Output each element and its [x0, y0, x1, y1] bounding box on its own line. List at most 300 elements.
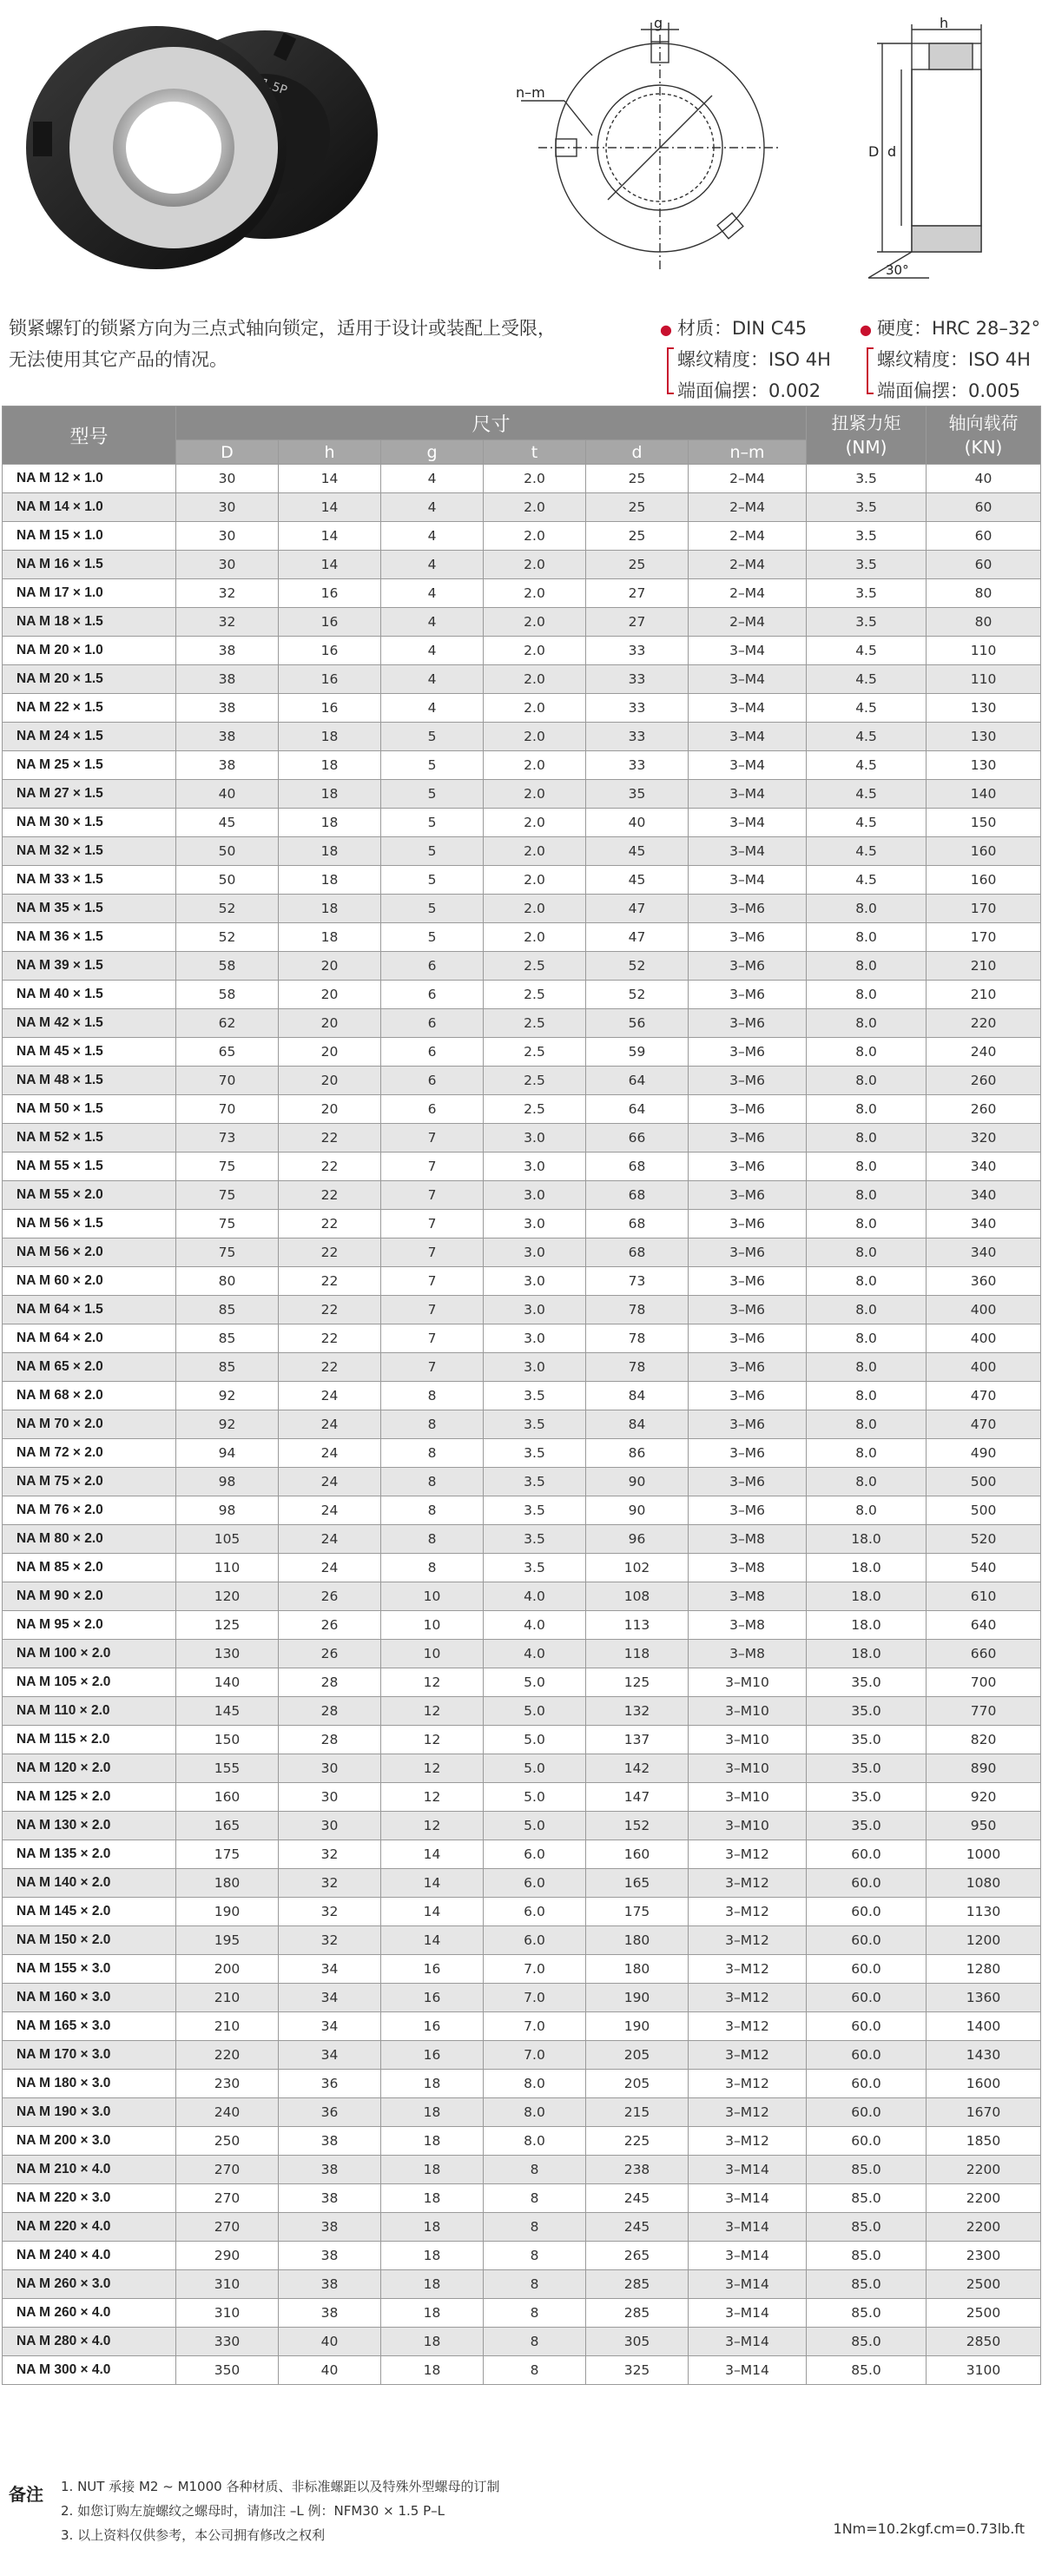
value-cell: 4.5: [807, 723, 927, 751]
value-cell: 4.0: [484, 1640, 586, 1668]
value-cell: 260: [927, 1067, 1041, 1095]
value-cell: 8: [484, 2328, 586, 2356]
value-cell: 3.5: [484, 1525, 586, 1554]
value-cell: 130: [927, 723, 1041, 751]
model-cell: NA M 300 × 4.0: [3, 2356, 176, 2385]
model-cell: NA M 33 × 1.5: [3, 866, 176, 895]
table-row: [3, 1410, 1041, 1439]
value-cell: 3.0: [484, 1124, 586, 1153]
value-cell: 5.0: [484, 1668, 586, 1697]
value-cell: 1600: [927, 2070, 1041, 2098]
value-cell: 3.0: [484, 1210, 586, 1238]
table-row: [3, 1324, 1041, 1353]
value-cell: 3–M14: [689, 2356, 807, 2385]
value-cell: 38: [279, 2127, 381, 2156]
value-cell: 35.0: [807, 1754, 927, 1783]
value-cell: 28: [279, 1668, 381, 1697]
value-cell: 30: [279, 1812, 381, 1840]
value-cell: 18: [381, 2299, 484, 2328]
value-cell: 210: [927, 981, 1041, 1009]
value-cell: 3.0: [484, 1153, 586, 1181]
value-cell: 165: [176, 1812, 279, 1840]
value-cell: 7: [381, 1153, 484, 1181]
value-cell: 85.0: [807, 2356, 927, 2385]
subheader-cell: t: [484, 440, 586, 465]
value-cell: 770: [927, 1697, 1041, 1726]
value-cell: 118: [586, 1640, 689, 1668]
table-row: [3, 1296, 1041, 1324]
value-cell: 85.0: [807, 2270, 927, 2299]
value-cell: 64: [586, 1067, 689, 1095]
value-cell: 52: [176, 895, 279, 923]
spec-runout-left: 端面偏摆：0.002: [677, 380, 821, 401]
value-cell: 2.5: [484, 1095, 586, 1124]
model-cell: NA M 56 × 1.5: [3, 1210, 176, 1238]
value-cell: 610: [927, 1582, 1041, 1611]
model-cell: NA M 75 × 2.0: [3, 1468, 176, 1496]
value-cell: 8.0: [484, 2070, 586, 2098]
model-cell: NA M 24 × 1.5: [3, 723, 176, 751]
value-cell: 8: [484, 2270, 586, 2299]
value-cell: 3.0: [484, 1324, 586, 1353]
value-cell: 60.0: [807, 2098, 927, 2127]
table-row: [3, 1525, 1041, 1554]
value-cell: 20: [279, 1038, 381, 1067]
value-cell: 16: [279, 694, 381, 723]
value-cell: 4: [381, 551, 484, 579]
value-cell: 2.0: [484, 579, 586, 608]
value-cell: 3.5: [484, 1439, 586, 1468]
value-cell: 52: [586, 981, 689, 1009]
value-cell: 8.0: [807, 1238, 927, 1267]
value-cell: 27: [586, 608, 689, 637]
value-cell: 340: [927, 1210, 1041, 1238]
value-cell: 8.0: [484, 2098, 586, 2127]
model-cell: NA M 240 × 4.0: [3, 2242, 176, 2270]
model-cell: NA M 68 × 2.0: [3, 1382, 176, 1410]
value-cell: 30: [176, 465, 279, 493]
value-cell: 16: [279, 665, 381, 694]
value-cell: 8.0: [484, 2127, 586, 2156]
value-cell: 38: [176, 723, 279, 751]
header-load-line2: (KN): [964, 437, 1003, 458]
value-cell: 4.5: [807, 809, 927, 837]
value-cell: 60.0: [807, 2012, 927, 2041]
value-cell: 3–M4: [689, 694, 807, 723]
table-row: [3, 1640, 1041, 1668]
value-cell: 58: [176, 952, 279, 981]
value-cell: 8.0: [807, 981, 927, 1009]
value-cell: 30: [176, 493, 279, 522]
value-cell: 45: [586, 866, 689, 895]
value-cell: 3–M12: [689, 1926, 807, 1955]
value-cell: 85.0: [807, 2156, 927, 2184]
value-cell: 4: [381, 694, 484, 723]
value-cell: 96: [586, 1525, 689, 1554]
table-row: [3, 923, 1041, 952]
value-cell: 78: [586, 1353, 689, 1382]
value-cell: 18: [381, 2213, 484, 2242]
value-cell: 24: [279, 1496, 381, 1525]
value-cell: 4: [381, 637, 484, 665]
value-cell: 8.0: [807, 1181, 927, 1210]
value-cell: 33: [586, 694, 689, 723]
table-row: [3, 1009, 1041, 1038]
value-cell: 285: [586, 2299, 689, 2328]
value-cell: 190: [586, 1984, 689, 2012]
value-cell: 7: [381, 1296, 484, 1324]
value-cell: 3–M8: [689, 1525, 807, 1554]
table-row: [3, 2156, 1041, 2184]
model-cell: NA M 105 × 2.0: [3, 1668, 176, 1697]
value-cell: 2.0: [484, 522, 586, 551]
value-cell: 90: [586, 1496, 689, 1525]
table-row: [3, 1926, 1041, 1955]
value-cell: 24: [279, 1554, 381, 1582]
value-cell: 5: [381, 895, 484, 923]
value-cell: 8.0: [807, 1038, 927, 1067]
value-cell: 47: [586, 923, 689, 952]
value-cell: 40: [927, 465, 1041, 493]
value-cell: 2.0: [484, 751, 586, 780]
value-cell: 2.5: [484, 1038, 586, 1067]
value-cell: 2.0: [484, 551, 586, 579]
value-cell: 60.0: [807, 2041, 927, 2070]
value-cell: 6: [381, 1095, 484, 1124]
value-cell: 8: [381, 1496, 484, 1525]
value-cell: 26: [279, 1611, 381, 1640]
value-cell: 3–M6: [689, 1267, 807, 1296]
value-cell: 85.0: [807, 2213, 927, 2242]
value-cell: 4: [381, 608, 484, 637]
value-cell: 38: [176, 751, 279, 780]
value-cell: 2–M4: [689, 551, 807, 579]
value-cell: 38: [176, 694, 279, 723]
value-cell: 6: [381, 1009, 484, 1038]
model-cell: NA M 55 × 1.5: [3, 1153, 176, 1181]
value-cell: 2.0: [484, 493, 586, 522]
value-cell: 85.0: [807, 2328, 927, 2356]
value-cell: 20: [279, 952, 381, 981]
value-cell: 35.0: [807, 1668, 927, 1697]
value-cell: 8: [484, 2156, 586, 2184]
value-cell: 3–M6: [689, 1496, 807, 1525]
value-cell: 3.0: [484, 1181, 586, 1210]
value-cell: 33: [586, 665, 689, 694]
value-cell: 160: [927, 866, 1041, 895]
value-cell: 32: [279, 1840, 381, 1869]
value-cell: 310: [176, 2299, 279, 2328]
value-cell: 30: [279, 1783, 381, 1812]
value-cell: 14: [279, 551, 381, 579]
value-cell: 60.0: [807, 1926, 927, 1955]
value-cell: 3–M12: [689, 2012, 807, 2041]
value-cell: 950: [927, 1812, 1041, 1840]
model-cell: NA M 35 × 1.5: [3, 895, 176, 923]
value-cell: 1280: [927, 1955, 1041, 1984]
value-cell: 125: [176, 1611, 279, 1640]
value-cell: 102: [586, 1554, 689, 1582]
value-cell: 24: [279, 1410, 381, 1439]
model-cell: NA M 260 × 4.0: [3, 2299, 176, 2328]
value-cell: 20: [279, 981, 381, 1009]
value-cell: 18: [381, 2184, 484, 2213]
value-cell: 12: [381, 1812, 484, 1840]
value-cell: 5: [381, 751, 484, 780]
model-cell: NA M 64 × 2.0: [3, 1324, 176, 1353]
value-cell: 3–M6: [689, 1468, 807, 1496]
value-cell: 60.0: [807, 1898, 927, 1926]
value-cell: 5: [381, 780, 484, 809]
front-view-drawing: [512, 17, 782, 278]
value-cell: 18: [381, 2127, 484, 2156]
value-cell: 38: [279, 2156, 381, 2184]
value-cell: 155: [176, 1754, 279, 1783]
value-cell: 28: [279, 1726, 381, 1754]
table-row: [3, 1754, 1041, 1783]
value-cell: 8.0: [807, 1009, 927, 1038]
value-cell: 85.0: [807, 2184, 927, 2213]
subheader-cell: d: [586, 440, 689, 465]
value-cell: 18: [381, 2098, 484, 2127]
model-cell: NA M 56 × 2.0: [3, 1238, 176, 1267]
model-cell: NA M 110 × 2.0: [3, 1697, 176, 1726]
value-cell: 14: [279, 522, 381, 551]
label-angle: 30°: [886, 262, 909, 278]
header-torque-line1: 扭紧力矩: [831, 413, 901, 433]
value-cell: 920: [927, 1783, 1041, 1812]
value-cell: 3.5: [484, 1410, 586, 1439]
value-cell: 250: [176, 2127, 279, 2156]
table-row: [3, 2299, 1041, 2328]
table-row: [3, 1382, 1041, 1410]
value-cell: 75: [176, 1238, 279, 1267]
value-cell: 28: [279, 1697, 381, 1726]
value-cell: 70: [176, 1067, 279, 1095]
value-cell: 2.0: [484, 866, 586, 895]
value-cell: 36: [279, 2070, 381, 2098]
value-cell: 170: [927, 895, 1041, 923]
value-cell: 3–M10: [689, 1726, 807, 1754]
value-cell: 8.0: [807, 923, 927, 952]
value-cell: 7: [381, 1324, 484, 1353]
value-cell: 265: [586, 2242, 689, 2270]
value-cell: 60.0: [807, 2127, 927, 2156]
value-cell: 3.5: [484, 1468, 586, 1496]
table-row: [3, 2242, 1041, 2270]
value-cell: 3–M6: [689, 981, 807, 1009]
value-cell: 140: [176, 1668, 279, 1697]
spec-bracket-right: [867, 347, 874, 394]
table-row: [3, 1984, 1041, 2012]
value-cell: 75: [176, 1210, 279, 1238]
value-cell: 6.0: [484, 1869, 586, 1898]
value-cell: 270: [176, 2184, 279, 2213]
value-cell: 350: [176, 2356, 279, 2385]
value-cell: 180: [176, 1869, 279, 1898]
value-cell: 35.0: [807, 1783, 927, 1812]
value-cell: 290: [176, 2242, 279, 2270]
value-cell: 3.0: [484, 1238, 586, 1267]
value-cell: 68: [586, 1210, 689, 1238]
label-D: D: [868, 143, 880, 160]
value-cell: 14: [381, 1840, 484, 1869]
value-cell: 5.0: [484, 1783, 586, 1812]
value-cell: 205: [586, 2041, 689, 2070]
value-cell: 16: [381, 2012, 484, 2041]
value-cell: 2.5: [484, 981, 586, 1009]
model-cell: NA M 150 × 2.0: [3, 1926, 176, 1955]
value-cell: 64: [586, 1095, 689, 1124]
value-cell: 90: [586, 1468, 689, 1496]
value-cell: 3–M14: [689, 2328, 807, 2356]
value-cell: 310: [176, 2270, 279, 2299]
table-row: [3, 723, 1041, 751]
value-cell: 2–M4: [689, 608, 807, 637]
value-cell: 3–M6: [689, 1067, 807, 1095]
hero-section: [0, 0, 1042, 295]
value-cell: 137: [586, 1726, 689, 1754]
subheader-cell: n–m: [689, 440, 807, 465]
value-cell: 60.0: [807, 1955, 927, 1984]
model-cell: NA M 64 × 1.5: [3, 1296, 176, 1324]
value-cell: 30: [176, 551, 279, 579]
value-cell: 1400: [927, 2012, 1041, 2041]
value-cell: 75: [176, 1181, 279, 1210]
value-cell: 40: [279, 2328, 381, 2356]
value-cell: 60.0: [807, 2070, 927, 2098]
value-cell: 52: [586, 952, 689, 981]
value-cell: 60.0: [807, 1984, 927, 2012]
value-cell: 3–M4: [689, 665, 807, 694]
value-cell: 35.0: [807, 1726, 927, 1754]
value-cell: 152: [586, 1812, 689, 1840]
value-cell: 238: [586, 2156, 689, 2184]
value-cell: 105: [176, 1525, 279, 1554]
value-cell: 8.0: [807, 1439, 927, 1468]
table-row: [3, 2270, 1041, 2299]
value-cell: 7.0: [484, 2012, 586, 2041]
table-row: [3, 2012, 1041, 2041]
value-cell: 195: [176, 1926, 279, 1955]
spec-hardness-text: 硬度：HRC 28–32°: [876, 318, 1041, 339]
value-cell: 2.0: [484, 694, 586, 723]
value-cell: 1200: [927, 1926, 1041, 1955]
value-cell: 210: [176, 1984, 279, 2012]
model-cell: NA M 22 × 1.5: [3, 694, 176, 723]
value-cell: 240: [176, 2098, 279, 2127]
value-cell: 45: [586, 837, 689, 866]
value-cell: 110: [176, 1554, 279, 1582]
value-cell: 8: [381, 1382, 484, 1410]
value-cell: 3–M12: [689, 1955, 807, 1984]
value-cell: 24: [279, 1468, 381, 1496]
model-cell: NA M 100 × 2.0: [3, 1640, 176, 1668]
table-row: [3, 1898, 1041, 1926]
value-cell: 8.0: [807, 1410, 927, 1439]
value-cell: 3–M14: [689, 2242, 807, 2270]
table-row: [3, 1554, 1041, 1582]
value-cell: 2.5: [484, 952, 586, 981]
value-cell: 18: [279, 809, 381, 837]
header-load-line1: 轴向载荷: [948, 413, 1019, 433]
model-cell: NA M 50 × 1.5: [3, 1095, 176, 1124]
value-cell: 175: [586, 1898, 689, 1926]
value-cell: 3–M4: [689, 780, 807, 809]
value-cell: 2.0: [484, 665, 586, 694]
value-cell: 22: [279, 1153, 381, 1181]
model-cell: NA M 135 × 2.0: [3, 1840, 176, 1869]
table-row: [3, 1668, 1041, 1697]
value-cell: 7: [381, 1353, 484, 1382]
value-cell: 7.0: [484, 2041, 586, 2070]
value-cell: 340: [927, 1238, 1041, 1267]
subheader-cell: D: [176, 440, 279, 465]
value-cell: 10: [381, 1582, 484, 1611]
value-cell: 2500: [927, 2299, 1041, 2328]
value-cell: 3–M12: [689, 1898, 807, 1926]
value-cell: 16: [381, 1984, 484, 2012]
value-cell: 22: [279, 1238, 381, 1267]
description-line-1: 锁紧螺钉的锁紧方向为三点式轴向锁定，适用于设计或装配上受限，: [9, 318, 556, 339]
value-cell: 113: [586, 1611, 689, 1640]
value-cell: 8.0: [807, 1324, 927, 1353]
value-cell: 20: [279, 1009, 381, 1038]
value-cell: 85: [176, 1296, 279, 1324]
value-cell: 2.0: [484, 809, 586, 837]
value-cell: 3–M4: [689, 751, 807, 780]
value-cell: 18: [381, 2270, 484, 2299]
value-cell: 1430: [927, 2041, 1041, 2070]
value-cell: 85: [176, 1353, 279, 1382]
value-cell: 36: [279, 2098, 381, 2127]
value-cell: 78: [586, 1296, 689, 1324]
model-cell: NA M 130 × 2.0: [3, 1812, 176, 1840]
value-cell: 260: [927, 1095, 1041, 1124]
model-cell: NA M 17 × 1.0: [3, 579, 176, 608]
value-cell: 2.0: [484, 608, 586, 637]
value-cell: 12: [381, 1697, 484, 1726]
value-cell: 500: [927, 1468, 1041, 1496]
value-cell: 14: [381, 1926, 484, 1955]
value-cell: 3–M10: [689, 1783, 807, 1812]
header-torque: [807, 406, 927, 465]
value-cell: 84: [586, 1410, 689, 1439]
model-cell: NA M 90 × 2.0: [3, 1582, 176, 1611]
value-cell: 145: [176, 1697, 279, 1726]
value-cell: 60.0: [807, 1869, 927, 1898]
table-row: [3, 2328, 1041, 2356]
model-cell: NA M 39 × 1.5: [3, 952, 176, 981]
value-cell: 14: [381, 1869, 484, 1898]
value-cell: 32: [279, 1869, 381, 1898]
value-cell: 14: [279, 493, 381, 522]
value-cell: 7.0: [484, 1955, 586, 1984]
value-cell: 2–M4: [689, 465, 807, 493]
value-cell: 2.5: [484, 1067, 586, 1095]
model-cell: NA M 40 × 1.5: [3, 981, 176, 1009]
model-cell: NA M 25 × 1.5: [3, 751, 176, 780]
spec-bracket-left: [667, 347, 674, 394]
value-cell: 8.0: [807, 895, 927, 923]
value-cell: 400: [927, 1353, 1041, 1382]
note-item-2: 2. 如您订购左旋螺纹之螺母时，请加注 –L 例：NFM30 × 1.5 P–L: [61, 2503, 445, 2519]
value-cell: 8.0: [807, 1095, 927, 1124]
table-row: [3, 2356, 1041, 2385]
spec-hardness: [860, 314, 1040, 340]
model-cell: NA M 280 × 4.0: [3, 2328, 176, 2356]
value-cell: 2850: [927, 2328, 1041, 2356]
